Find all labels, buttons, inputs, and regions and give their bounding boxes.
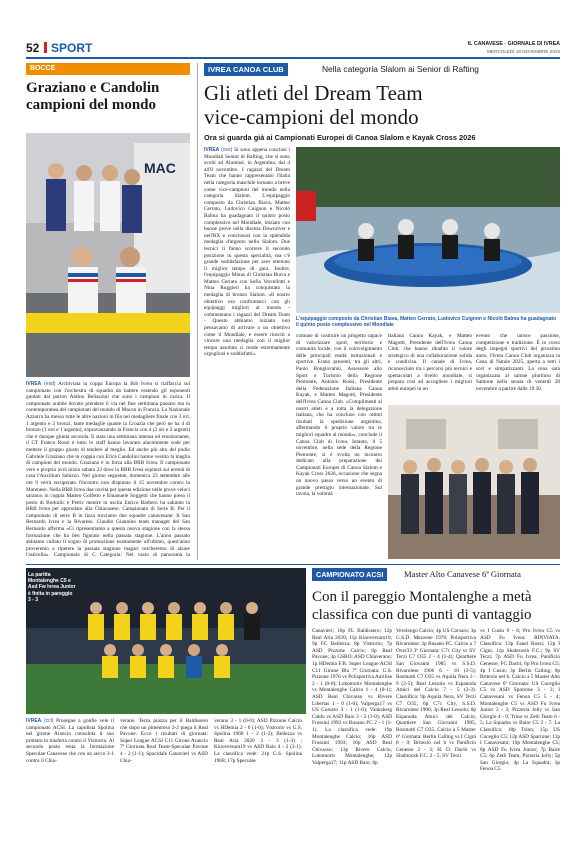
bocce-photo <box>26 133 190 377</box>
canoa-kicker-row <box>204 63 560 76</box>
bocce-body <box>26 381 190 559</box>
canoa-lead: IVREA <box>204 147 220 153</box>
column-divider <box>197 63 198 560</box>
canoa-photo-caption: L'equipaggio composto da Christian Biava, Matteo Cerrato, Ludovico Cuignon e Nicolò Balma ha guadagnato il quinto posto complessivo nel Mondiale <box>296 316 557 329</box>
bocce-tag: (esd) <box>44 381 56 387</box>
acsi-kicker-sub: Master Alto Canavese 6ª Giornata <box>404 569 521 579</box>
svg-text:MAC: MAC <box>144 160 176 176</box>
acsi-kicker: CAMPIONATO ACSI <box>312 568 387 581</box>
acsi-col-1 <box>26 718 114 824</box>
acsi-photo-caption: La partita Montalenghe C5 e Asd Fw Ivrea Junior è finita in pareggio 3 - 3 <box>28 572 76 603</box>
acsi-col-5: Verolengo Calcio; 4p US Corsaro; 3p G.S.D. Mezzene 1976; Polisportiva Rivarolese; 2p Busano FC. Calcio a 7 Over33 3ª Giornata: C7c City vs SV Terzi C7 O35 2 - 4 (1-4); Quartiere San Giovanni 1985 vs S.S.D. Rivarolese 1906 6 - 10 (2-5); Rosmotti C7 O35 vs Aquila Nera 3 - 9 (2-5); Real Lessolo vs Espanoda Amici del Calcio 7 - 5 (2-3). Classifica: 9p Aquila Nera, SV Terzi C7 O35; 6p C7c City, S.S.D. Rivarolese 1906; 3p Real Lessolo; 0p Espanoda Amici del Calcio, Quartiere San Giovanni 1985, Rosmotti C7 O35. Calcio a 5 Master 6ª Giornata: Berlin Calling vs I Cigni 8 - 9; Britexlo nel b vs Panificio Genesse 2 - 3; H. D. Dachi vs Shabroosh F.C. 2 - 5; SV Terzi <box>396 628 476 760</box>
canoa-kicker-sub: Nella categoria Slalom ai Senior di Rafting <box>322 64 479 74</box>
canoa-kicker: IVREA CANOA CLUB <box>204 63 288 76</box>
page-header <box>26 40 560 56</box>
acsi-title: Con il pareggio Montalenghe a metà classifica con due punti di vantaggio <box>312 589 532 623</box>
acsi-col-1-text: Prosegue a gonfie vele il campionato ACSI. La capolista Spolina nel girone Arancio consolida il suo primato in trasferta contro il Vistrorio. Al secondo posto resta la formazione Speculae Canavese che con un secco 3-1 contro il Chia- <box>26 718 114 764</box>
canoa-col-1 <box>204 147 290 437</box>
canoa-col-3: Italiana Canoa Kayak, e Matteo Magotti, Presidente dell'Ivrea Canoa Club, che hanno ribadito il valore strategico di una collaborazione solida e condivisa. Il canale di Ivrea, riconosciuto tra i percorsi più tecnici e spettacolari a livello mondiale, si prepara così ad accogliere i migliori atleti europei in un <box>388 333 472 392</box>
canoa-tag: (ces) <box>221 147 233 153</box>
canoa-title-line-2: vice-campioni del mondo <box>204 105 419 129</box>
acsi-team-photo <box>26 568 306 714</box>
canoa-rafting-photo <box>296 147 560 313</box>
canoa-title-line-1: Gli atleti del Dream Team <box>204 81 423 105</box>
section-rule <box>26 564 560 565</box>
acsi-col-6: vs I Cusin 9 - 6; Pro Ivrea C5 vs ASD Fu Ivrea: RINVIATA. Classifica: 13p Fanel Rossi; 12p I Cigni; 11p Shabroosh F.C.; 9p SV Terzi; 7p ASD Fu Ivrea, Panificio Genesse, FC Dachi; 6p Pro Ivrea C5; 4p I Cusin; 3p Berlin Calling; 0p Britexlo nel b. Calcio a 5 Master Alto Canavese 6ª Giornata: US Cuceglio C5 vs ASD Sparrone 3 - 3; I Canavesani vs Fenoa C5 5 - 4; Montalenghe C5 vs ASD Fu Ivrea Junior 3 - 3; Pizzeria Jolly vs San Giorgio 4 - 9; Trino vs Zeth Team 6 - 5; La Squadra vs Baire C5 2 - 7. La Classifica: 18p Tsinn; 15p US Cuceglio C5; 12p ASD Sparrone; 11p I Canavesani; 10p Montalenghe C5; 8p ASD Fu Ivrea Junior; 7p Baire C5; 6p Zeth Team, Pizzeria Jolly; 5p San Giorgio; 4p La Squadra; 3p Fenoa C5. <box>480 628 560 773</box>
canoa-article <box>204 63 560 560</box>
page-number: 52 <box>26 41 40 55</box>
acsi-col-4: Canavieri; 16p FL Baldissero; 12p Real Aria 2020; 11p Kinoversum19; 9p FC Bellezza; 8p Vistrorio; 7p ASD Pizzone Calcio; 6p Real Pavone; 3p GSRO; ASD Chiaverano; 1p HDemia F.B. Super League ACSI C11 Girone Blu 7ª Giornata: G.S. Pizzone 1976 vs Polisportiva Aurilise 2 - 1 (0-0); Lokomotiv Montalenghe vs Montalenghe Calcio 1 - 4 (0-1); ASD Real Chivasso vs Rivere Libertas 1 - 0 (1-0); Valperga17 vs US Corsaro 3 - 1 (1-0); Vanksberg Caldo vs ASD Baio 3 - 2 (1-0); ASD Frossini 1993 vs Busano FC 2 - 1 (1-1). La classifica vede: 19p Montalenghe Calcio; 16p ASD Frossini 1993; 16p ASD Real Chivasso; 13p Rivere Calcio, Lokomotiv Montalenghe; 12p Valperga17; 11p ASD Baio; 8p <box>312 628 392 766</box>
paper-name: IL CANAVESE · GIORNALE DI IVREA <box>467 41 560 47</box>
acsi-kicker-row <box>312 568 560 581</box>
canoa-col-2: comune di costruire un progetto capace di valorizzare sport, territorio e comunità locale, con il coinvolgimento delle principali realtà istituzionali e sportive. Erano presenti, tra gli altri, Paolo Bongiovanni, Assessore allo Sport e Turismo della Regione Piemonte, Antonio Rossi, Presidente della Federazione Italiana Canoa Kayak, e Matteo Magotti, Presidente dell'Ivrea Canoa Club. «Complimenti ai nostri atleti e a tutta la delegazione italiana, che ha concluso con ottimi risultati la spedizione argentina, affermando il proprio valore tra le migliori squadre al mondo», conclude il Canoa Club di Ivrea. Intanto, il 5 novembre, nella sede della Regione Piemonte, si è svolta un incontro dedicato alla preparazione dei Campionati Europei di Canoa Slalom e Kayak Cross 2026, occasione che segna un nuovo passo verso un evento di grande prestigio internazionale. Sul tavola, la volontà <box>296 333 382 498</box>
bocce-kicker: BOCCE <box>26 63 190 75</box>
canoa-subtitle: Ora si guarda già ai Campionati Europei di Canoa Slalom e Kayak Cross 2026 <box>204 133 476 142</box>
acsi-tag: (ccl) <box>43 718 54 724</box>
bocce-article <box>26 63 190 560</box>
bocce-lead: IVREA <box>26 381 42 387</box>
acsi-col-2: verano. Terza piazza per il Baldissero che dopo un pimentoso 2-2 piega il Real Pavone. Ecco i risultati di giornata: Super League ACSI C11 Girone Arancio 7ª Giornata Real Team-Speculae Pavone 4 - 2 (1-1); Spocidale Canavieri vs ASD Chia- <box>120 718 208 764</box>
canoa-title <box>204 81 560 129</box>
sport-section-marker-icon <box>44 42 47 53</box>
bocce-title: Graziano e Candolin campioni del mondo <box>26 80 160 113</box>
header-rule <box>26 57 560 59</box>
canoa-col-4: evento che unisce passione, competizione e tradizione. È in corso degli impegni sportivi del prossimo anno, l'Ivrea Canoa Club organizza la Cena di Natale 2025, aperta a tutti i soci e simpatizzanti. La cena sarà organizzata al salone plurituso di Samone nella serata di venerdì 28 novembre a partire dalle 19.30. <box>476 333 560 392</box>
issue-date: MERCOLEDÌ 19 NOVEMBRE 2025 <box>487 49 560 54</box>
canoa-group-photo <box>388 405 560 559</box>
bocce-body-text: Archiviata la coppa Europa la Brb Ivrea si riaffaccia sul campionato con l'orchestra di squadra da battere essendo gli esponenti guidati dal patron Aldino Bellazzini che sono i campioni in carica. Il campionato arabbe dovuto prendere il via nel fine settimana passato ma in contemporanea dei campionati del mondo di Macon in Francia. La Nazionale Azzurra ha messo tutte le altre nazioni in fila nel medagliere finale con 3 ori, 1 argento e 2 bronzi, tante medaglie quante la Croazia che però ne ha 4 di bronzo (1 oro e 1 argento), sopravanzando la Francia con 4 (2 ori e 2 argenti) che è dunque giunta seconda. Il stata una settimana intensa ed emozionante, il CT Franco Rossi è tutto lo staff hanno lavorato alacremente sode per mettere il gruppo giusto di tendere al meglio. Ed anche più alto del podio Gabriele Graziano che in coppia con Erica Candolini hanno vestito la maglia di campioni del mondo. Graziano è in forza alla BRB Ivrea. Il campionato vero e proprio avrà inizio sabato 22 dove la BRB Ivrea ospiterà sui terreni di casa l'Auxilium Saluzzo. Nel giorno seguente, domenica 23 settembre alle ore 9 verrà recuperato l'incontro non disputato il 15 novembre contro la Marenese. Nella BRB Ivrea due novità per questa edizione nelle prove veloci saranno in coppia Matteo Golfetto e Emanuele Soggetti che hanno preso il posto di Borkulic e Petric mentre in uscita Enrico Barbero ha salutato la BRB Ivrea per approdare alla Chiavasese. Campionato di Serie B: Per il campionato di serie B in lizza troviamo due squadre canavesane: Il San Bernardo Ivrea e la Rivarese. Claudio Giannino team manager del San Bernardo afferma «Ci ripresentiamo a questa nuova stagione con la stessa formazione che ha ben figurato nella passata stagione. L'anno passato abbiamo cullato il sogno di promozione esattamente all'ultimo, quest'anno proveremo a ripetere la passata stagione magari cercheremo di alzare l'asticella». Campionato di C Categoria: Nel vasto di panorama la <box>26 381 190 559</box>
acsi-lead: IVREA <box>26 718 42 724</box>
canoa-col-1-text: Si sono appena conclusi i Mondiali Senior di Rafting, che si sono svolti ad Aluminé, in Argentina, dal 4 all'8 novembre. I ragazzi del Dream Team che hanno rappresentato l'Italia nella categoria maschile tornano a breve come vice-campioni del mondo nella categoria Slalom. L'equipaggio composto da Christian Biava, Matteo Cerrato, Ludovico Cuignon e Nicolò Balma ha guadagnato il quinto posto complessivo nel Mondiale, iniziato con buone prove nella discesa Downriver e nell'RX e conclusosi con la splendida medaglia d'argento nello Slalom. Due tecnici lì fanno scorrere il secondo posizione in questa specialità, ma c'è grande soddisfazione per aver ottenuto il miglior tempo di gara. Inoltre, l'equipaggio Minus di Christian Biava e Matteo Cerrato con Sofia Vercellotti e Nina Ruggieri ha conquistato la medaglia di bronzo Slalom. «Il nostro obiettivo era confrontarci con gli equipaggi migliori al mondo - commentano i ragazzi del Dream Team - Questo abbiamo iniziato non pensavamo di arrivare a un obiettivo come il Mondiale, e essere riusciti a vincere una medaglia con il miglior tempo assoluto ci rende estremamente orgogliosi e soddisfatti». <box>204 147 290 358</box>
acsi-article <box>26 568 560 828</box>
section-name: SPORT <box>51 41 93 55</box>
acsi-col-3: verano 3 - 1 (0-0); ASD Pizzone Calcio vs HDemia 2 - 0 (1-0); Vistrorio vs G.S. Spolina 1968 1 - 2 (1-2); Bellezza vs Real Aria 2020 3 - 3 (1-3) ; Kinoversum19 vs ASD Baio 4 - 2 (2-1). La classifica vede: 21p G.S. Spolina 1968; 17p Speculae <box>214 718 302 764</box>
